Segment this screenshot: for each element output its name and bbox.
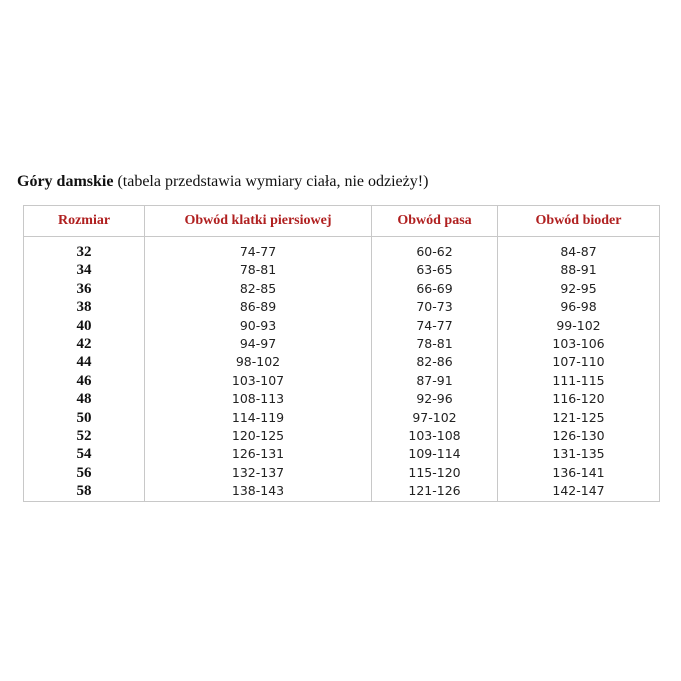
cell-chest: 90-93 xyxy=(145,317,372,335)
table-row xyxy=(24,243,660,261)
title-note: (tabela przedstawia wymiary ciała, nie odzieży!) xyxy=(113,173,429,190)
cell-chest: 120-125 xyxy=(145,427,372,445)
cell-waist: 63-65 xyxy=(372,261,498,279)
cell-chest: 98-102 xyxy=(145,353,372,371)
table-row xyxy=(24,372,660,390)
cell-chest: 132-137 xyxy=(145,464,372,482)
table-row xyxy=(24,335,660,353)
table-header-row xyxy=(24,206,660,237)
cell-size: 36 xyxy=(24,280,145,298)
cell-hips: 126-130 xyxy=(498,427,660,445)
cell-hips: 142-147 xyxy=(498,482,660,501)
cell-waist: 70-73 xyxy=(372,298,498,316)
table-row xyxy=(24,280,660,298)
table-row xyxy=(24,390,660,408)
cell-size: 34 xyxy=(24,261,145,279)
cell-chest: 82-85 xyxy=(145,280,372,298)
cell-waist: 78-81 xyxy=(372,335,498,353)
cell-chest: 103-107 xyxy=(145,372,372,390)
table-row xyxy=(24,427,660,445)
cell-size: 44 xyxy=(24,353,145,371)
table-row xyxy=(24,298,660,316)
cell-waist: 103-108 xyxy=(372,427,498,445)
cell-hips: 88-91 xyxy=(498,261,660,279)
cell-size: 42 xyxy=(24,335,145,353)
cell-size: 50 xyxy=(24,409,145,427)
header-size: Rozmiar xyxy=(24,206,145,237)
cell-waist: 82-86 xyxy=(372,353,498,371)
cell-hips: 121-125 xyxy=(498,409,660,427)
cell-size: 52 xyxy=(24,427,145,445)
cell-size: 56 xyxy=(24,464,145,482)
cell-hips: 111-115 xyxy=(498,372,660,390)
cell-size: 54 xyxy=(24,445,145,463)
table-row xyxy=(24,445,660,463)
header-waist: Obwód pasa xyxy=(372,206,498,237)
size-table xyxy=(23,205,660,502)
header-hips: Obwód bioder xyxy=(498,206,660,237)
cell-chest: 74-77 xyxy=(145,243,372,261)
cell-waist: 66-69 xyxy=(372,280,498,298)
cell-waist: 92-96 xyxy=(372,390,498,408)
cell-hips: 136-141 xyxy=(498,464,660,482)
cell-waist: 97-102 xyxy=(372,409,498,427)
cell-waist: 74-77 xyxy=(372,317,498,335)
cell-waist: 109-114 xyxy=(372,445,498,463)
title-bold: Góry damskie xyxy=(17,173,114,190)
table-row xyxy=(24,464,660,482)
cell-chest: 108-113 xyxy=(145,390,372,408)
cell-hips: 92-95 xyxy=(498,280,660,298)
cell-chest: 126-131 xyxy=(145,445,372,463)
cell-waist: 115-120 xyxy=(372,464,498,482)
cell-hips: 96-98 xyxy=(498,298,660,316)
cell-size: 46 xyxy=(24,372,145,390)
cell-waist: 121-126 xyxy=(372,482,498,501)
cell-hips: 107-110 xyxy=(498,353,660,371)
table-row xyxy=(24,409,660,427)
cell-chest: 94-97 xyxy=(145,335,372,353)
table-row xyxy=(24,482,660,501)
cell-hips: 103-106 xyxy=(498,335,660,353)
table-row xyxy=(24,353,660,371)
table-row xyxy=(24,261,660,279)
cell-size: 40 xyxy=(24,317,145,335)
cell-waist: 87-91 xyxy=(372,372,498,390)
cell-size: 38 xyxy=(24,298,145,316)
table-title xyxy=(17,173,428,191)
cell-chest: 86-89 xyxy=(145,298,372,316)
table-row xyxy=(24,317,660,335)
cell-chest: 78-81 xyxy=(145,261,372,279)
cell-hips: 116-120 xyxy=(498,390,660,408)
cell-waist: 60-62 xyxy=(372,243,498,261)
cell-size: 58 xyxy=(24,482,145,501)
cell-size: 32 xyxy=(24,243,145,261)
cell-hips: 99-102 xyxy=(498,317,660,335)
cell-chest: 114-119 xyxy=(145,409,372,427)
cell-hips: 131-135 xyxy=(498,445,660,463)
header-chest: Obwód klatki piersiowej xyxy=(145,206,372,237)
cell-chest: 138-143 xyxy=(145,482,372,501)
cell-size: 48 xyxy=(24,390,145,408)
table-body xyxy=(24,237,660,502)
cell-hips: 84-87 xyxy=(498,243,660,261)
